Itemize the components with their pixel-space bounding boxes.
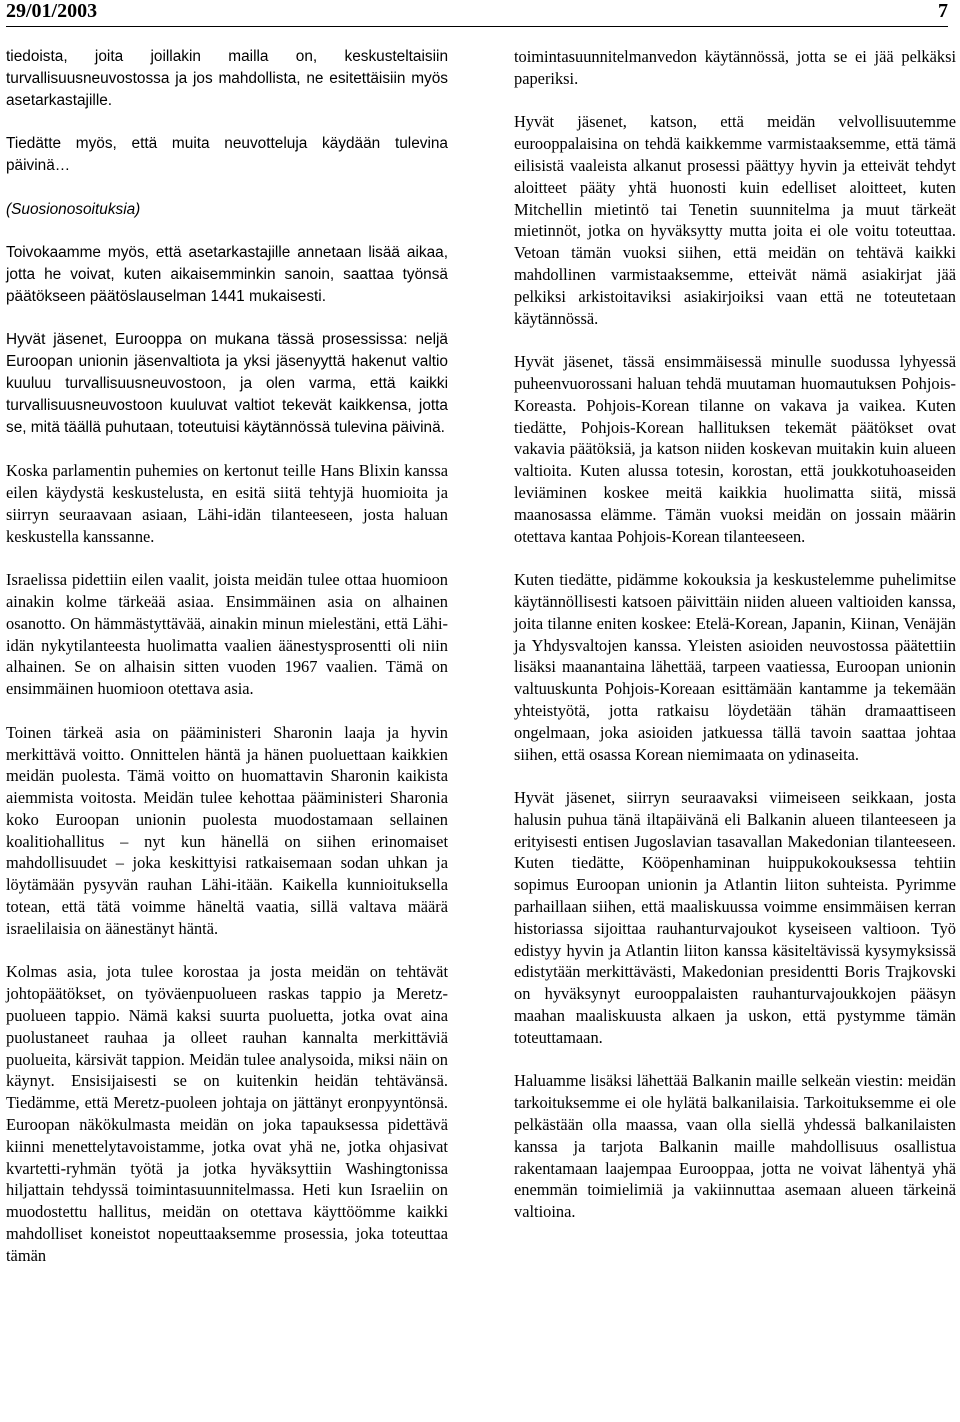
paragraph: Tiedätte myös, että muita neuvotteluja käydään tulevina päivinä… bbox=[6, 135, 448, 174]
paragraph: Hyvät jäsenet, siirryn seuraavaksi viimeiseen seikkaan, josta halusin puhua tänä iltapäivänä eli Balkanin alueen tilanteeseen ja erityisesti entisen Jugoslavian tasavallan Makedonian tilanteeseen. Kuten tiedätte, Kööpenhaminan huippukokouksessa tehtiin sopimus Euroopan unionin ja Atlantin liiton suhteista. Pyrimme parhaillaan siihen, että maaliskuussa voimme ensimmäisen kerran historiassa sijoittaa rauhanturvajoukot kyseiseen valtioon. Työ edistyy hyvin ja Atlantin liiton kanssa käsiteltävissä kysymyksissä edistytään merkittävästi, Makedonian presidentti Boris Trajkovski on hyväksynyt eurooppalaisten rauhanturvajoukkojen pääsyn maahan maaliskuusta alkaen ja uskon, että pystymme tämän toteuttamaan. bbox=[514, 788, 956, 1047]
page-number: 7 bbox=[938, 0, 948, 22]
paragraph: toimintasuunnitelmanvedon käytännössä, jotta se ei jää pelkäksi paperiksi. bbox=[514, 47, 956, 88]
page-header bbox=[6, 0, 948, 27]
header-date: 29/01/2003 bbox=[6, 0, 98, 22]
paragraph: Kolmas asia, jota tulee korostaa ja josta meidän on tehtävät johtopäätökset, on työväenpuolueen raskas tappio ja Meretz-puolueen tappio. Nämä kaksi suurta puoluetta, jotka ovat aina puolustaneet rauhaa ja olleet rauhan kannalta merkittäviä puolueita, kärsivät tappion. Meidän tulee analysoida, miksi näin on käynyt. Ensisijaisesti se on kuitenkin heidän tehtävänsä. Tiedämme, että Meretz-puoleen johtaja on jättänyt eronpyyntönsä. Euroopan näkökulmasta meidän on joka tapauksessa pidettävä kiinni menettelytavoistamme, jotka ovat yhä ne, jotka ohjasivat kvartetti-ryhmän työtä ja jotka hyväksyttiin Washingtonissa hiljattain tehdyssä toimintasuunnitelmassa. Heti kun Israeliin on muodostettu hallitus, meidän on otettava käyttöömme kaikki mahdolliset koneistot nopeuttaaksemme prosessia, joka toteuttaa tämän bbox=[6, 962, 448, 1265]
paragraph: tiedoista, joita joillakin mailla on, keskusteltaisiin turvallisuusneuvostossa ja jos mahdollista, ne esitettäisiin myös asetarkastajille. bbox=[6, 48, 448, 109]
paragraph: Haluamme lisäksi lähettää Balkanin maille selkeän viestin: meidän tarkoituksemme ei ole hylätä balkanilaisia. Tarkoituksemme ei ole pelkästään olla maassa, vaan olla siellä yhdessä balkanilaisten kanssa ja tarjota Balkanin maille mahdollisuus osallistua rakentamaan laajempaa Eurooppaa, jotta ne voivat lähentyä yhä enemmän toimielimiä ja vakiinnuttaa asemaan alueen tärkeinä valtioina. bbox=[514, 1071, 956, 1222]
right-column bbox=[514, 46, 956, 1223]
left-column bbox=[6, 46, 448, 1267]
stage-direction: (Suosionosoituksia) bbox=[6, 200, 141, 218]
paragraph: Hyvät jäsenet, tässä ensimmäisessä minulle suodussa lyhyessä puheenvuorossani haluan tehdä muutaman huomautuksen Pohjois-Koreasta. Pohjois-Korean tilanne on vakava ja vaikea. Kuten tiedätte, Pohjois-Korean hallituksen tekemät päätökset ovat vakavia päätöksiä, ja katson niiden koskevan muitakin kuin alueen valtioita. Kuten alussa totesin, korostan, että joukkotuhoaseiden leviäminen koskee meitä kaikkia huolimatta siitä, missä maanosassa elämme. Tämän vuoksi meidän on jossain määrin otettava kantaa Pohjois-Korean tilanteeseen. bbox=[514, 352, 956, 546]
paragraph: Israelissa pidettiin eilen vaalit, joista meidän tulee ottaa huomioon ainakin kolme tärkeää asiaa. Ensimmäinen asia on alhainen osanotto. On hämmästyttävää, ainakin minun mielestäni, että Lähi-idän nykytilanteesta huolimatta vaalien äänestysprosentti oli niin alhainen. Se on alhaisin sitten vuoden 1967 vaalien. Tämä on ensimmäinen huomioon otettava asia. bbox=[6, 570, 448, 699]
paragraph: Toinen tärkeä asia on pääministeri Sharonin laaja ja hyvin merkittävä voitto. Onnittelen häntä ja hänen puoluettaan kaikkien meidän puolesta. Tämä voitto on huomattavin Sharonin kaikista aiemmista voitosta. Meidän tulee kehottaa pääministeri Sharonia koko Euroopan unionin puolesta muodostamaan sellainen koalitiohallitus – nyt kun hänellä on siihen erinomaiset mahdollisuudet – joka keskittyisi ratkaisemaan sodan uhkan ja löytämään pysyvän rauhan Lähi-itään. Kaikella kunnioituksella totean, että tätä voimme häneltä vaatia, sillä valtava määrä israelilaisia on äänestänyt häntä. bbox=[6, 722, 448, 938]
paragraph: Toivokaamme myös, että asetarkastajille annetaan lisää aikaa, jotta he voivat, kuten aikaisemminkin sanoin, saattaa työnsä päätökseen päätöslauselman 1441 mukaisesti. bbox=[6, 244, 448, 305]
paragraph: Kuten tiedätte, pidämme kokouksia ja keskustelemme puhelimitse käytännöllisesti katsoen päivittäin niiden alueen valtioiden kanssa, joita tilanne eniten koskee: Etelä-Korean, Japanin, Kiinan, Venäjän ja Yhdysvaltojen kanssa. Yleisten asioiden neuvostossa päätettiin lisäksi maanantaina lähettää, tarpeen vaatiessa, Euroopan unionin valtuuskunta Pohjois-Koreaan esittämään kantamme ja tekemään yhteistyötä, jotta ratkaisu löydetään tähän dramaattiseen ongelmaan, joka asioiden jatkuessa tällä tavoin saattaa johtaa siihen, että osassa Korean niemimaata on ydinaseita. bbox=[514, 570, 956, 764]
paragraph: Hyvät jäsenet, katson, että meidän velvollisuutemme eurooppalaisina on tehdä kaikkemme varmistaaksemme, että tämä eilisistä vaaleista alkanut prosessi päättyy hyvin ja etteivät tehdyt aloitteet pääty yhtä huonosti kuin edelliset aloitteet, kuten Mitchellin mietintö tai Tenetin suunnitelma ja muut tärkeät mietinnöt, jotka on hyväksytty mutta joita ei ole voitu toteuttaa. Vetoan tämän vuoksi siihen, että meidän on tehtävä kaikki mahdollinen varmistaaksemme, etteivät nämä asiakirjat jää pelkiksi arkistoitaviksi asiakirjoiksi vaan että ne toteutetaan käytännössä. bbox=[514, 112, 956, 328]
paragraph: Koska parlamentin puhemies on kertonut teille Hans Blixin kanssa eilen käydystä keskustelusta, en esitä siitä tehtyjä huomioita ja siirryn seuraavaan asiaan, Lähi-idän tilanteeseen, josta haluan keskustella kanssanne. bbox=[6, 461, 448, 546]
paragraph: Hyvät jäsenet, Eurooppa on mukana tässä prosessissa: neljä Euroopan unionin jäsenvaltiota ja yksi jäsenyyttä hakenut valtio kuuluu turvallisuusneuvostoon, ja olen varma, että kaikki turvallisuusneuvostoon kuuluvat valtiot tekevät kaikkensa, jotta se, mitä täällä puhutaan, toteutuisi käytännössä tulevina päivinä. bbox=[6, 331, 448, 436]
